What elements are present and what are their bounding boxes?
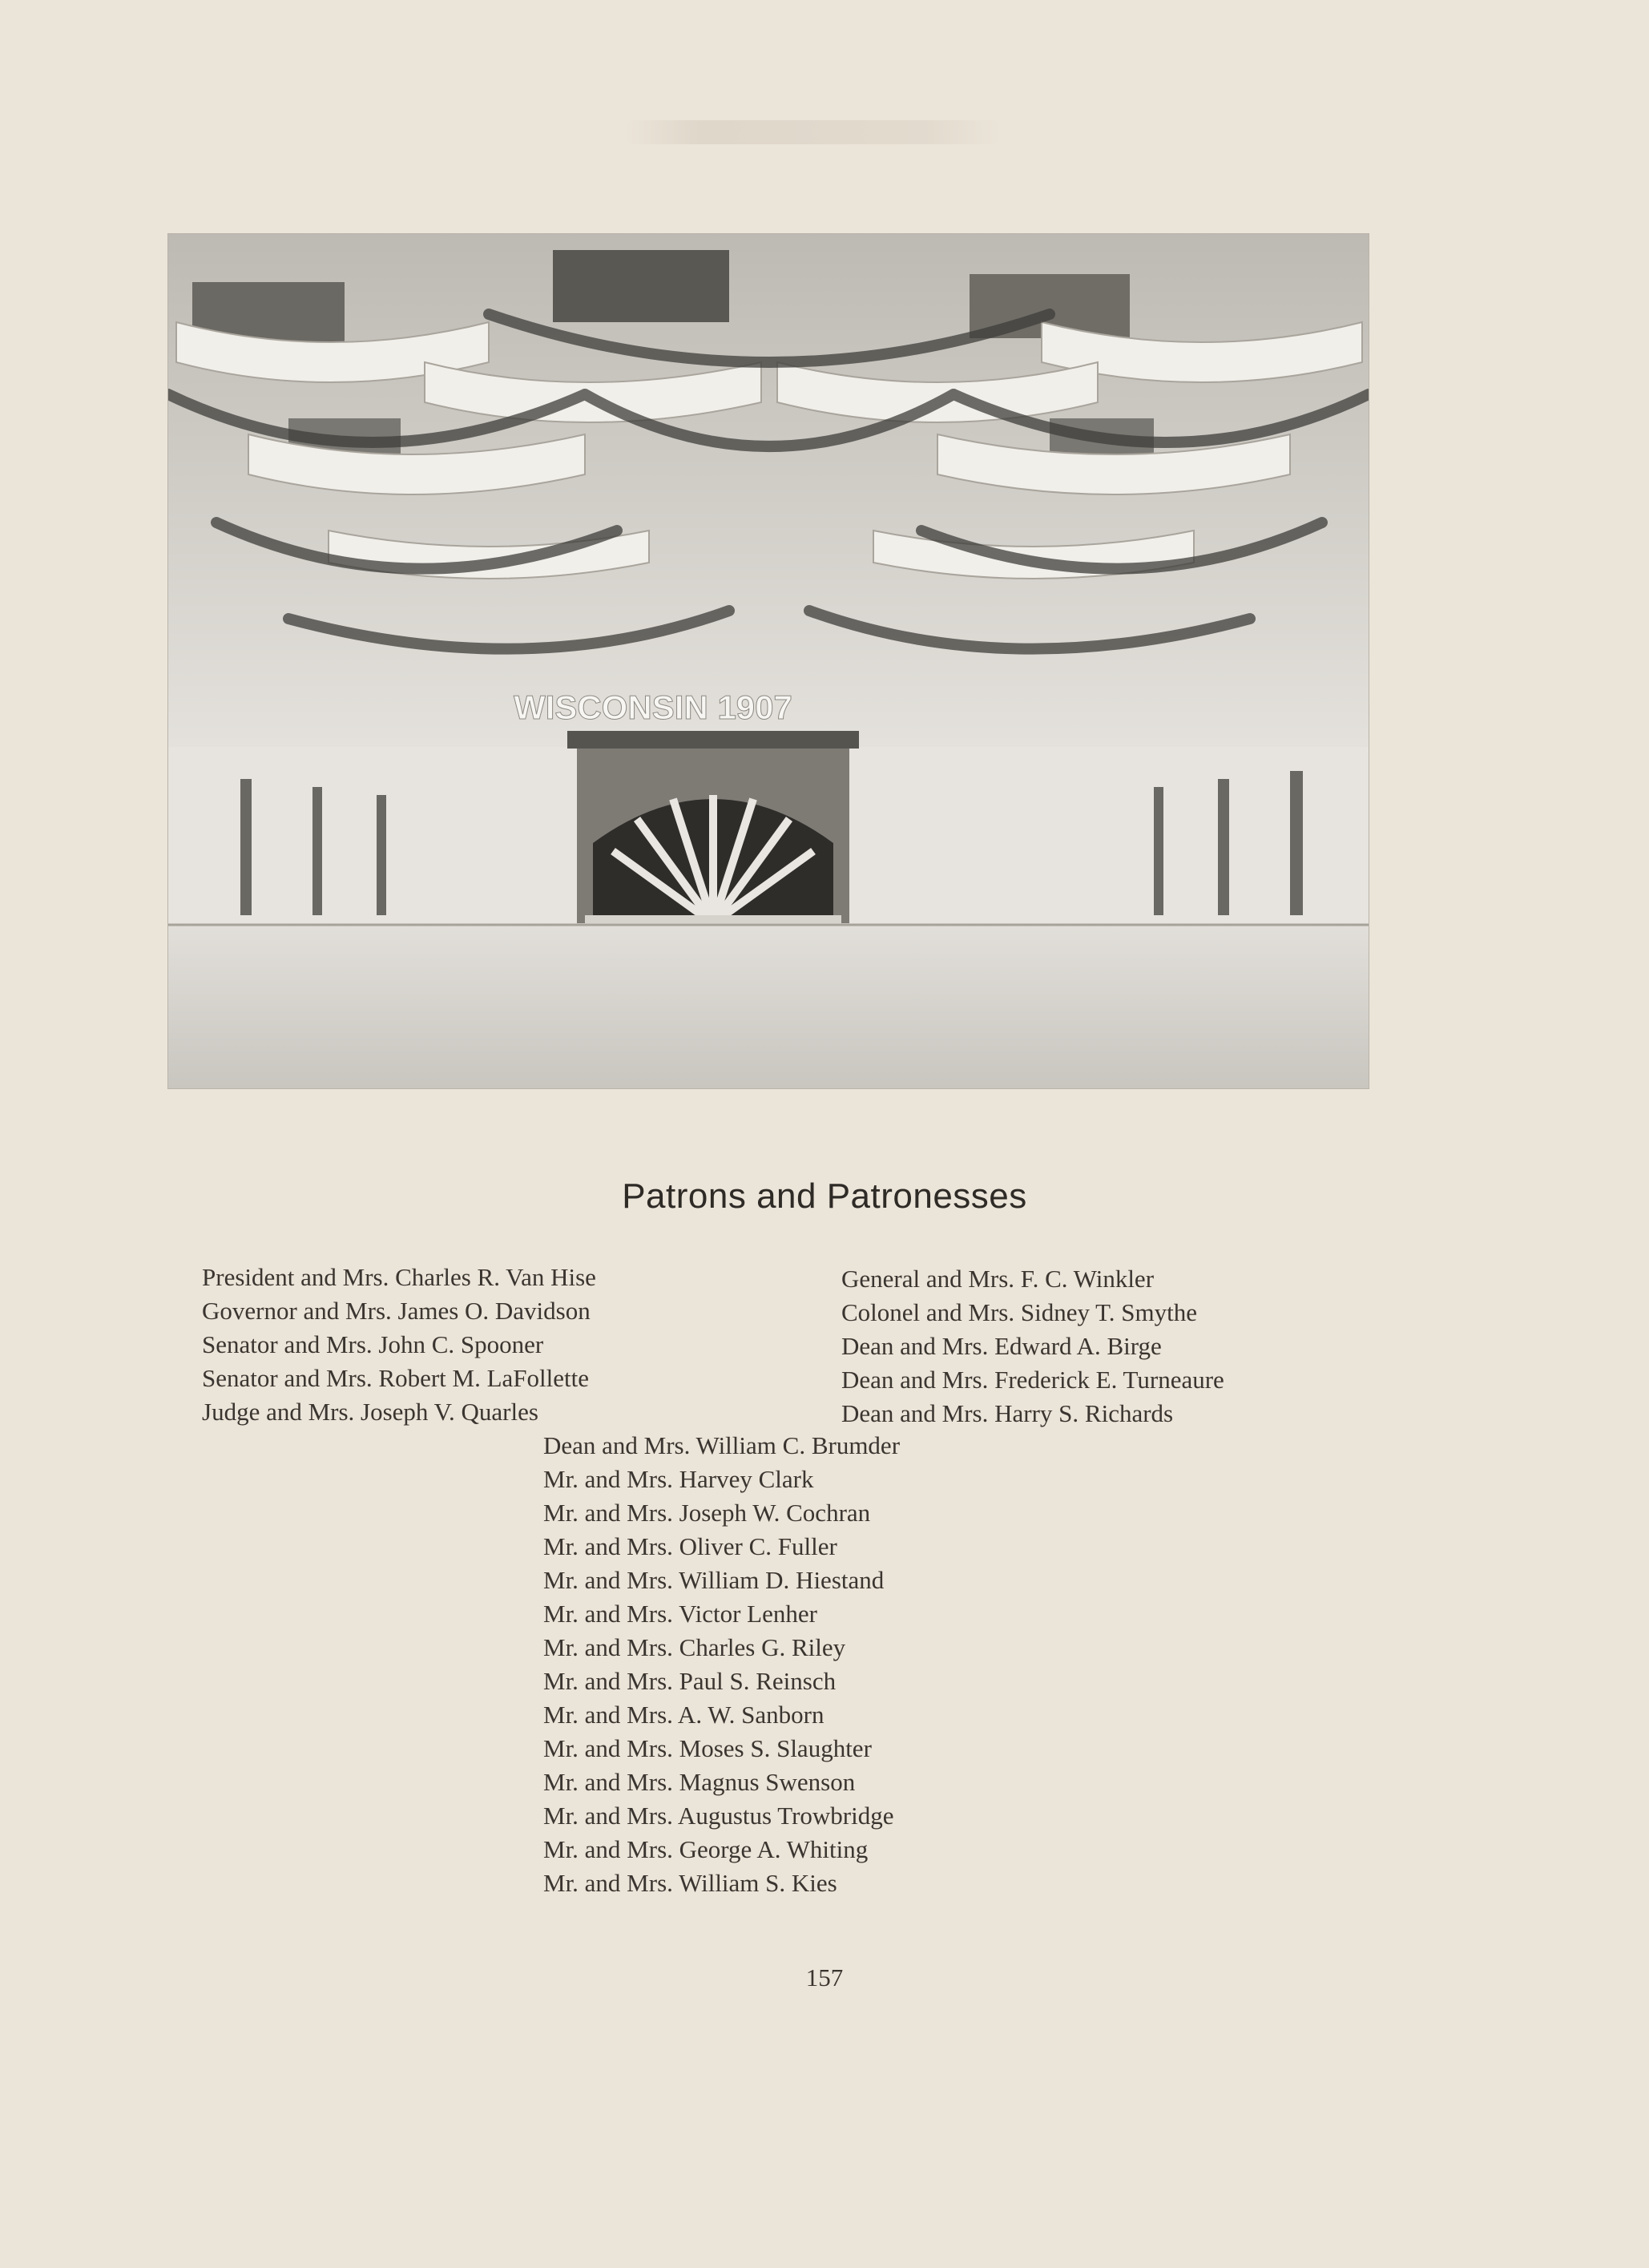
page-number: 157	[805, 1963, 844, 1992]
patron-entry: Senator and Mrs. John C. Spooner	[202, 1330, 544, 1358]
ballroom-photo-illustration	[168, 234, 1369, 1088]
patron-entry: Mr. and Mrs. Joseph W. Cochran	[543, 1499, 871, 1527]
patron-entry: Senator and Mrs. Robert M. LaFollette	[202, 1364, 589, 1392]
patron-entry: Colonel and Mrs. Sidney T. Smythe	[841, 1298, 1198, 1326]
patron-entry: Mr. and Mrs. Charles G. Riley	[543, 1633, 846, 1661]
patron-entry: President and Mrs. Charles R. Van Hise	[202, 1263, 596, 1291]
patron-entry: Mr. and Mrs. George A. Whiting	[543, 1835, 869, 1863]
patron-entry: Dean and Mrs. William C. Brumder	[543, 1431, 901, 1459]
patron-entry: Mr. and Mrs. Paul S. Reinsch	[543, 1667, 837, 1695]
bleed-through-text	[625, 120, 1002, 144]
patron-list-left	[202, 1261, 596, 1429]
patron-entry: Mr. and Mrs. Harvey Clark	[543, 1465, 814, 1493]
patron-entry: Mr. and Mrs. A. W. Sanborn	[543, 1701, 824, 1729]
patron-entry: Judge and Mrs. Joseph V. Quarles	[202, 1398, 538, 1426]
patron-entry: Mr. and Mrs. Oliver C. Fuller	[543, 1532, 837, 1560]
patron-entry: Mr. and Mrs. Augustus Trowbridge	[543, 1802, 894, 1830]
patron-entry: Mr. and Mrs. William D. Hiestand	[543, 1566, 885, 1594]
patron-entry: Mr. and Mrs. Moses S. Slaughter	[543, 1734, 872, 1762]
patron-entry: General and Mrs. F. C. Winkler	[841, 1265, 1155, 1293]
patron-list-center	[543, 1429, 900, 1900]
patron-entry: Dean and Mrs. Edward A. Birge	[841, 1332, 1162, 1360]
patron-entry: Dean and Mrs. Frederick E. Turneaure	[841, 1366, 1224, 1394]
patron-entry: Governor and Mrs. James O. Davidson	[202, 1297, 591, 1325]
ballroom-photograph	[168, 234, 1369, 1088]
page-title: Patrons and Patronesses	[622, 1176, 1027, 1216]
patron-entry: Mr. and Mrs. Victor Lenher	[543, 1600, 817, 1628]
patron-entry: Mr. and Mrs. William S. Kies	[543, 1869, 837, 1897]
banner-text: WISCONSIN 1907	[514, 688, 792, 726]
patron-list-right	[841, 1262, 1224, 1431]
patron-entry: Dean and Mrs. Harry S. Richards	[841, 1399, 1174, 1427]
patron-entry: Mr. and Mrs. Magnus Swenson	[543, 1768, 856, 1796]
